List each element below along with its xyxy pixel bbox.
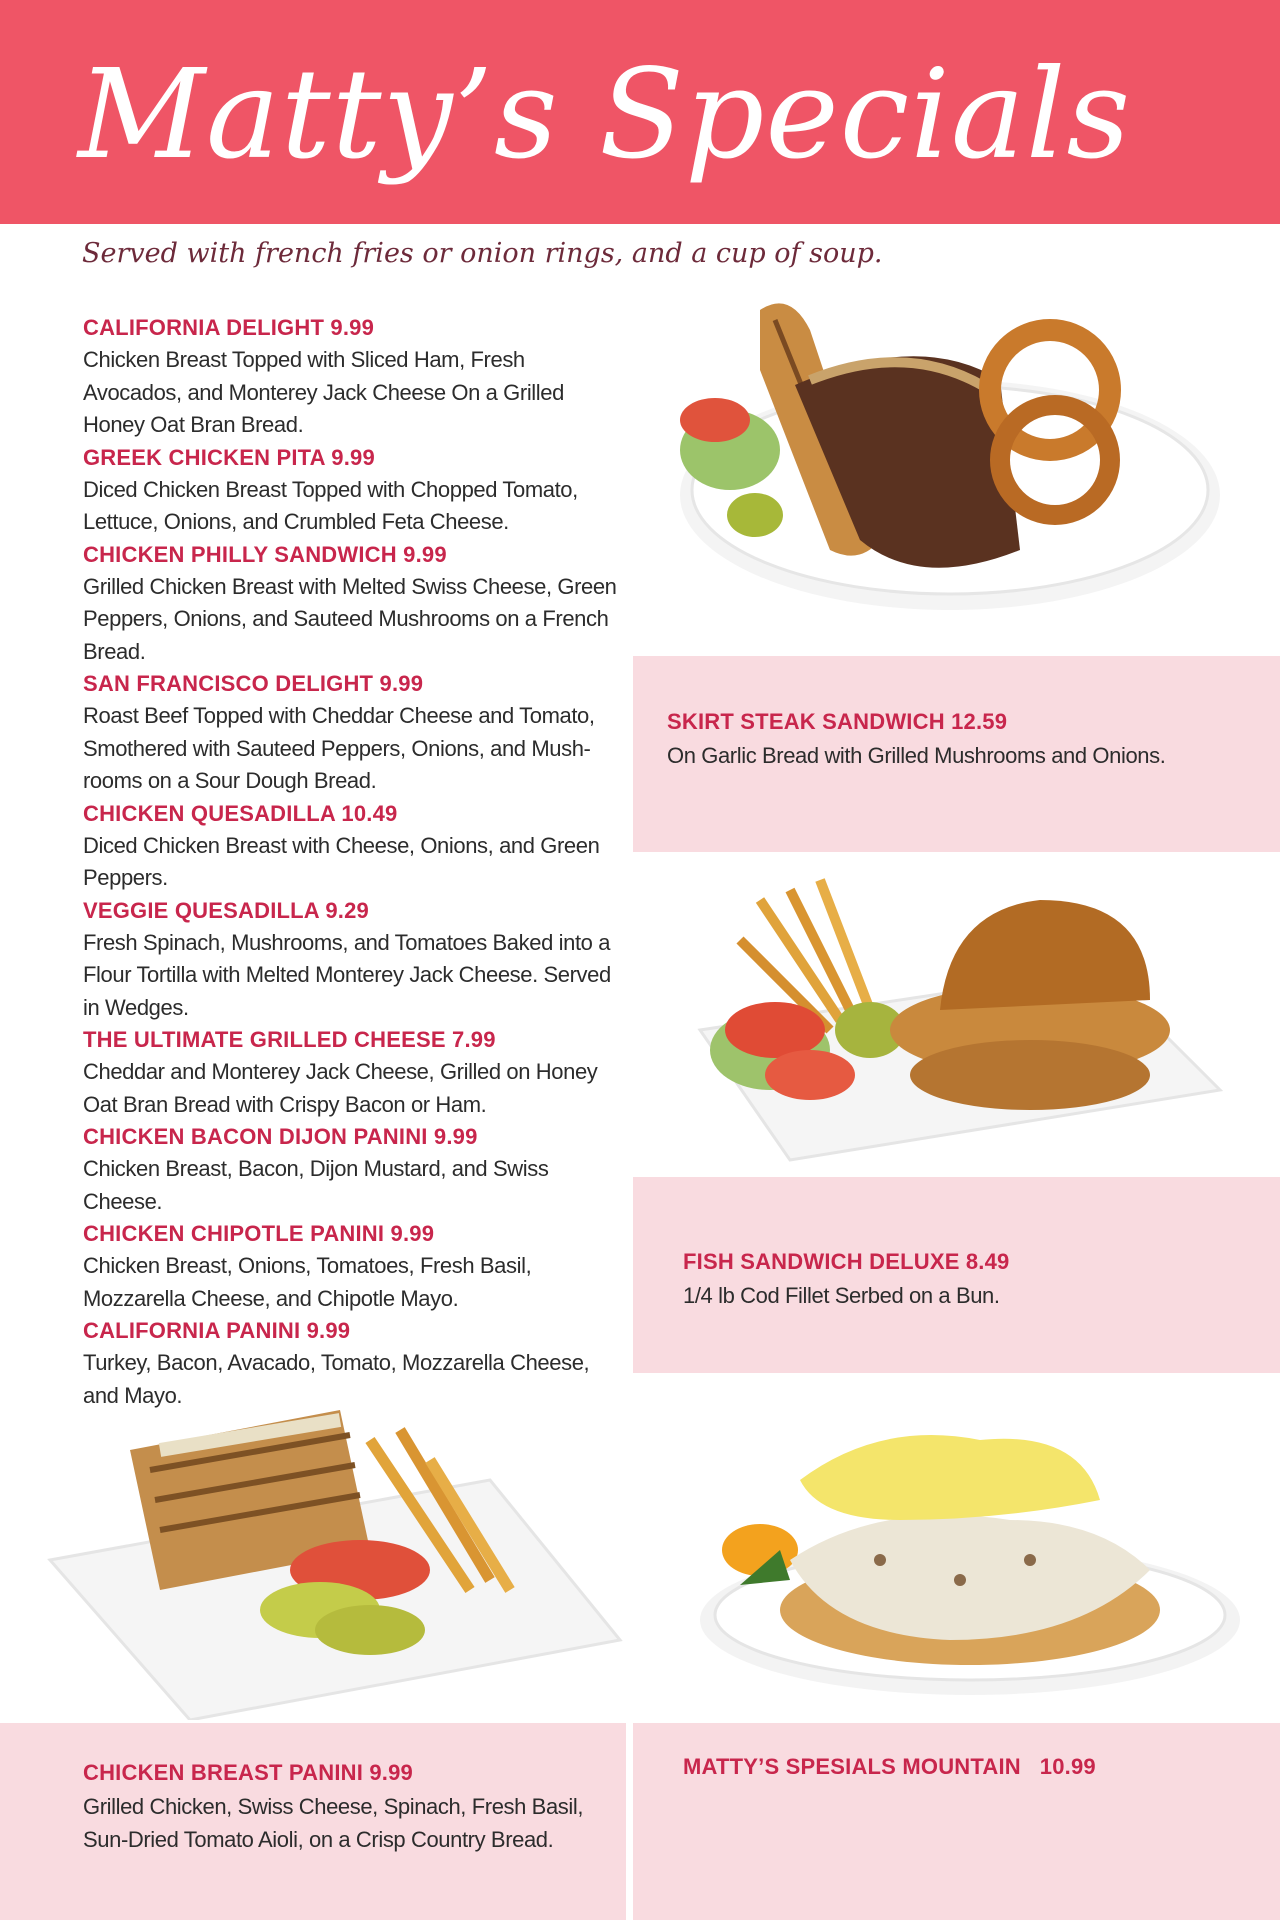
menu-item (83, 539, 623, 669)
item-name: CALIFORNIA DELIGHT 9.99 (83, 315, 375, 340)
panel-item-description: On Garlic Bread with Grilled Mushrooms and Onions. (667, 743, 1166, 768)
item-description: Chicken Breast Topped with Sliced Ham, Fresh Avocados, and Monterey Jack Cheese On a Grilled Honey Oat Bran Bread. (83, 347, 564, 437)
item-description: Diced Chicken Breast with Cheese, Onions, and Green Peppers. (83, 832, 600, 890)
chicken-breast-panini-photo (40, 1390, 630, 1720)
item-name: CHICKEN CHIPOTLE PANINI 9.99 (83, 1221, 435, 1246)
fish-sandwich-photo (680, 860, 1240, 1170)
item-description: Cheddar and Monterey Jack Cheese, Grilled on Honey Oat Bran Bread with Crispy Bacon or Ham. (83, 1059, 598, 1117)
item-description: Turkey, Bacon, Avacado, Tomato, Mozzarella Cheese, and Mayo. (83, 1350, 590, 1408)
item-name: CHICKEN QUESADILLA 10.49 (83, 800, 398, 826)
item-name: THE ULTIMATE GRILLED CHEESE 7.99 (83, 1027, 496, 1052)
header-banner (0, 0, 1280, 224)
fish-sandwich-panel (633, 1177, 1280, 1373)
item-name: VEGGIE QUESADILLA 9.29 (83, 897, 369, 923)
menu-item (83, 442, 623, 539)
menu-item-list (83, 312, 623, 1412)
menu-item (83, 895, 623, 1025)
item-description: Roast Beef Topped with Cheddar Cheese and Tomato, Smothered with Sauteed Peppers, Onions, and Mush-rooms on a Sour Dough Bread. (83, 703, 595, 793)
panel-item-name: SKIRT STEAK SANDWICH 12.59 (667, 709, 1008, 734)
panel-item-description: Grilled Chicken, Swiss Cheese, Spinach, Fresh Basil, Sun-Dried Tomato Aioli, on a Crisp Country Bread. (83, 1794, 584, 1852)
menu-item (83, 668, 623, 798)
panel-item-name: CHICKEN BREAST PANINI 9.99 (83, 1760, 413, 1785)
item-name: GREEK CHICKEN PITA 9.99 (83, 444, 375, 470)
item-name: CHICKEN BACON DIJON PANINI 9.99 (83, 1124, 478, 1149)
item-name: CALIFORNIA PANINI 9.99 (83, 1318, 351, 1343)
item-name: CHICKEN PHILLY SANDWICH 9.99 (83, 541, 447, 567)
page-title: Matty’s Specials (78, 43, 1132, 187)
chicken-breast-panini-panel (0, 1723, 626, 1920)
skirt-steak-sandwich-photo (660, 290, 1220, 630)
panel-item-description: 1/4 lb Cod Fillet Serbed on a Bun. (683, 1283, 1000, 1308)
skirt-steak-panel (633, 656, 1280, 852)
menu-item (83, 312, 623, 442)
page-subtitle: Served with french fries or onion rings, and a cup of soup. (82, 238, 883, 269)
menu-item (83, 798, 623, 895)
item-description: Chicken Breast, Bacon, Dijon Mustard, and Swiss Cheese. (83, 1156, 549, 1214)
menu-item (83, 1024, 623, 1121)
item-description: Diced Chicken Breast Topped with Chopped Tomato, Lettuce, Onions, and Crumbled Feta Cheese. (83, 476, 578, 534)
mountain-platter-photo (680, 1410, 1240, 1710)
panel-item-name: MATTY’S SPESIALS MOUNTAIN 10.99 (683, 1754, 1096, 1779)
item-description: Grilled Chicken Breast with Melted Swiss Cheese, Green Peppers, Onions, and Sauteed Mushrooms on a French Bread. (83, 573, 617, 664)
menu-item (83, 1121, 623, 1218)
panel-item-name: FISH SANDWICH DELUXE 8.49 (683, 1249, 1010, 1274)
item-name: SAN FRANCISCO DELIGHT 9.99 (83, 671, 424, 696)
menu-item (83, 1218, 623, 1315)
mountain-panel (633, 1723, 1280, 1920)
item-description: Fresh Spinach, Mushrooms, and Tomatoes Baked into a Flour Tortilla with Melted Monterey Jack Cheese. Served in Wedges. (83, 929, 611, 1020)
item-description: Chicken Breast, Onions, Tomatoes, Fresh Basil, Mozzarella Cheese, and Chipotle Mayo. (83, 1253, 532, 1311)
